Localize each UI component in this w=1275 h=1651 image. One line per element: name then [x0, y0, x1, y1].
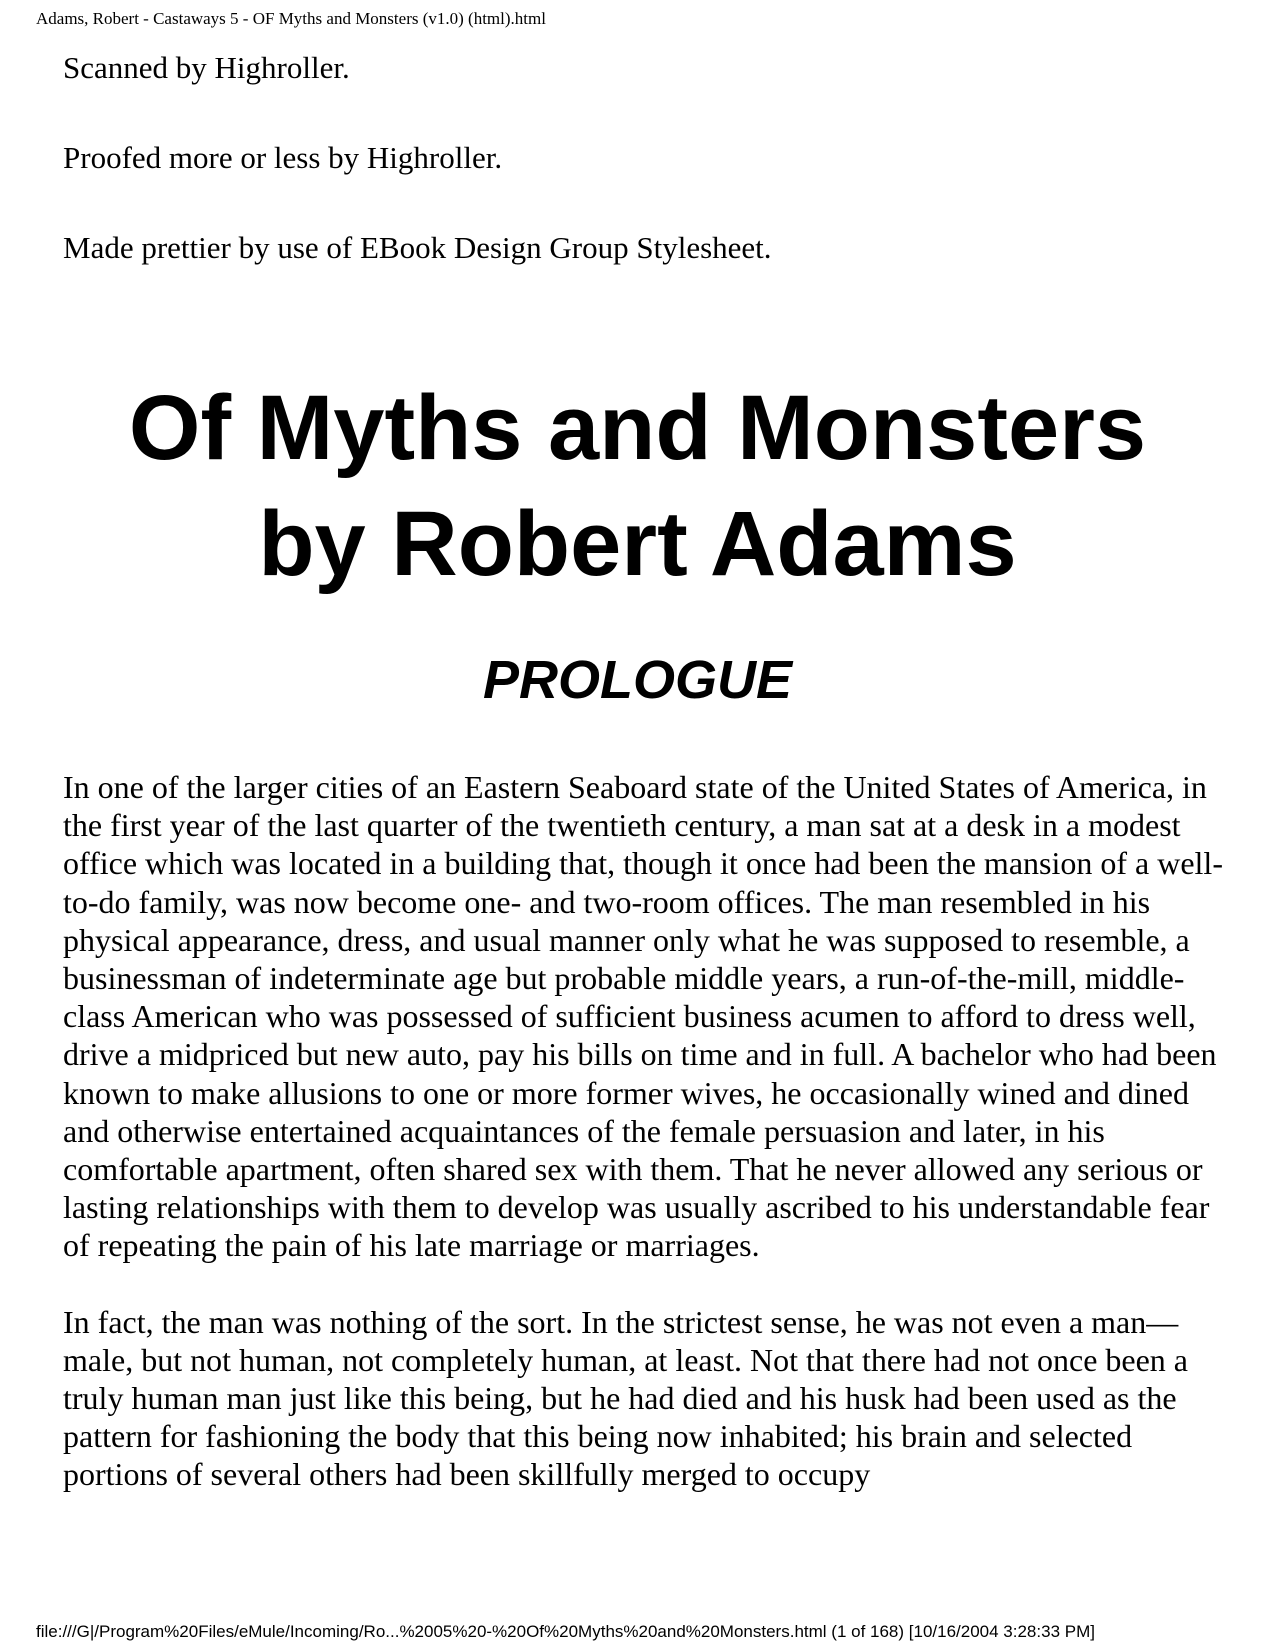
- book-title-line: Of Myths and Monsters: [128, 377, 1147, 479]
- body-text: [63, 768, 1223, 1532]
- book-author-line: by Robert Adams: [258, 493, 1017, 595]
- credit-line-stylesheet: Made prettier by use of EBook Design Group Stylesheet.: [63, 230, 772, 265]
- paragraph: In one of the larger cities of an Eastern Seaboard state of the United States of America, in the first year of the last quarter of the twentieth century, a man sat at a desk in a modest office which was located in a building that, though it once had been the mansion of a well-to-do family, was now become one- and two-room offices. The man resembled in his physical appearance, dress, and usual manner only what he was supposed to resemble, a businessman of indeterminate age but probable middle years, a run-of-the-mill, middle-class American who was possessed of sufficient business acumen to afford to dress well, drive a midpriced but new auto, pay his bills on time and in full. A bachelor who had been known to make allusions to one or more former wives, he occasionally wined and dined and otherwise entertained acquaintances of the female persuasion and later, in his comfortable apartment, often shared sex with them. That he never allowed any serious or lasting relationships with them to develop was usually ascribed to his understandable fear of repeating the pain of his late marriage or marriages.: [63, 769, 1223, 1264]
- chapter-heading: PROLOGUE: [482, 650, 793, 710]
- credits-block: [63, 50, 1213, 320]
- book-title: [0, 370, 1275, 602]
- print-header-title: Adams, Robert - Castaways 5 - OF Myths and Monsters (v1.0) (html).html: [36, 9, 546, 28]
- credit-line-scanned: Scanned by Highroller.: [63, 50, 350, 85]
- print-footer-path: file:///G|/Program%20Files/eMule/Incoming/Ro...%2005%20-%20Of%20Myths%20and%20Monsters.html (1 of 168) [10/16/2004 3:28:33 PM]: [36, 1622, 1095, 1641]
- paragraph: In fact, the man was nothing of the sort. In the strictest sense, he was not even a man—male, but not human, not completely human, at least. Not that there had not once been a truly human man just like this being, but he had died and his husk had been used as the pattern for fashioning the body that this being now inhabited; his brain and selected portions of several others had been skillfully merged to occupy: [63, 1303, 1188, 1493]
- credit-line-proofed: Proofed more or less by Highroller.: [63, 140, 503, 175]
